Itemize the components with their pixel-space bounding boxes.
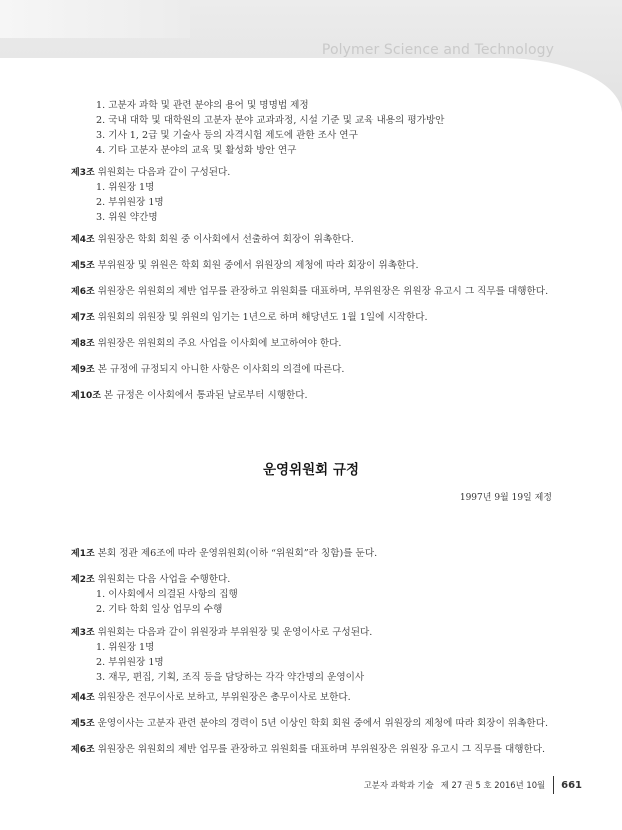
- list-item: 2. 기타 학회 일상 업무의 수행: [96, 604, 223, 615]
- journal-title: Polymer Science and Technology: [321, 42, 554, 58]
- article-text: 위원장은 위원회의 제반 업무를 관장하고 위원회를 대표하며 부위원장은 위원장 유고시 그 직무를 대행한다.: [97, 744, 546, 755]
- article-text: 운영이사는 고분자 관련 분야의 경력이 5년 이상인 학회 회원 중에서 위원장의 제청에 따라 회장이 위촉한다.: [97, 718, 549, 729]
- committee-article-10: [71, 388, 308, 404]
- article-label: 제4조: [71, 693, 95, 703]
- committee-article-5: [71, 258, 419, 274]
- article-text: 본 규정에 규정되지 아니한 사항은 이사회의 의결에 따른다.: [97, 364, 345, 375]
- operations-composition-list: [96, 640, 364, 685]
- article-label: 제4조: [71, 235, 95, 245]
- article-text: 위원회는 다음과 같이 위원장과 부위원장 및 운영이사로 구성된다.: [97, 627, 373, 638]
- article-label: 제9조: [71, 365, 95, 375]
- article-label: 제3조: [71, 628, 95, 638]
- article-label: 제6조: [71, 287, 95, 297]
- list-item: 2. 부위원장 1명: [96, 197, 164, 208]
- article-label: 제2조: [71, 575, 95, 585]
- list-item: 1. 위원장 1명: [96, 182, 155, 193]
- article-text: 위원장은 위원회의 주요 사업을 이사회에 보고하여야 한다.: [97, 338, 342, 349]
- operations-duties-list: [96, 587, 238, 617]
- article-label: 제5조: [71, 261, 95, 271]
- list-item: 1. 고분자 과학 및 관련 분야의 용어 및 명명법 제정: [96, 100, 309, 111]
- footer-divider: [553, 776, 554, 794]
- page-footer: [364, 776, 582, 794]
- article-label: 제7조: [71, 313, 95, 323]
- committee-article-8: [71, 336, 341, 352]
- article-label: 제6조: [71, 745, 95, 755]
- list-item: 3. 위원 약간명: [96, 212, 158, 223]
- committee-article-3: [71, 165, 230, 181]
- article-text: 본 규정은 이사회에서 통과된 날로부터 시행한다.: [103, 390, 308, 401]
- page-number: 661: [561, 779, 582, 791]
- operations-article-3: [71, 625, 372, 641]
- operations-article-1: [71, 546, 377, 562]
- footer-journal: 고분자 과학과 기술: [363, 780, 434, 790]
- committee-article-6: [71, 284, 548, 300]
- article-text: 위원회는 다음 사업을 수행한다.: [97, 574, 231, 585]
- operations-article-2: [71, 572, 230, 588]
- article-text: 부위원장 및 위원은 학회 회원 중에서 위원장의 제청에 따라 회장이 위촉한다.: [97, 260, 419, 271]
- committee-article-4: [71, 232, 354, 248]
- article-text: 위원장은 전무이사로 보하고, 부위원장은 총무이사로 보한다.: [97, 692, 351, 703]
- article-text: 위원장은 학회 회원 중 이사회에서 선출하여 회장이 위촉한다.: [97, 234, 354, 245]
- committee-composition-list: [96, 180, 164, 225]
- committee-article-7: [71, 310, 428, 326]
- article-label: 제5조: [71, 719, 95, 729]
- list-item: 3. 재무, 편집, 기획, 조직 등을 담당하는 각각 약간명의 운영이사: [96, 672, 365, 683]
- operations-article-5: [71, 716, 548, 732]
- list-item: 1. 이사회에서 의결된 사항의 집행: [96, 589, 238, 600]
- article-label: 제10조: [71, 391, 101, 401]
- article-text: 위원회는 다음과 같이 구성된다.: [97, 167, 231, 178]
- article-label: 제8조: [71, 339, 95, 349]
- article-text: 위원장은 위원회의 제반 업무를 관장하고 위원회를 대표하며, 부위원장은 위원장 유고시 그 직무를 대행한다.: [97, 286, 549, 297]
- section-title: 운영위원회 규정: [263, 462, 359, 478]
- operations-article-4: [71, 690, 351, 706]
- list-item: 2. 국내 대학 및 대학원의 고분자 분야 교과과정, 시설 기준 및 교육 내용의 평가방안: [96, 115, 445, 126]
- article-text: 본회 정관 제6조에 따라 운영위원회(이하 “위원회”라 칭함)를 둔다.: [97, 548, 378, 559]
- article-label: 제1조: [71, 549, 95, 559]
- footer-issue: 제 27 권 5 호 2016년 10월: [440, 780, 546, 790]
- list-item: 4. 기타 고분자 분야의 교육 및 활성화 방안 연구: [96, 145, 297, 156]
- header-highlight: [0, 0, 190, 38]
- article-label: 제3조: [71, 168, 95, 178]
- list-item: 2. 부위원장 1명: [96, 657, 164, 668]
- committee-items-list: [96, 98, 444, 158]
- operations-article-6: [71, 742, 545, 758]
- article-text: 위원회의 위원장 및 위원의 임기는 1년으로 하며 해당년도 1월 1일에 시작한다.: [97, 312, 428, 323]
- list-item: 3. 기사 1, 2급 및 기술사 등의 자격시험 제도에 관한 조사 연구: [96, 130, 358, 141]
- list-item: 1. 위원장 1명: [96, 642, 155, 653]
- committee-article-9: [71, 362, 344, 378]
- enactment-date: 1997년 9월 19일 제정: [459, 493, 552, 503]
